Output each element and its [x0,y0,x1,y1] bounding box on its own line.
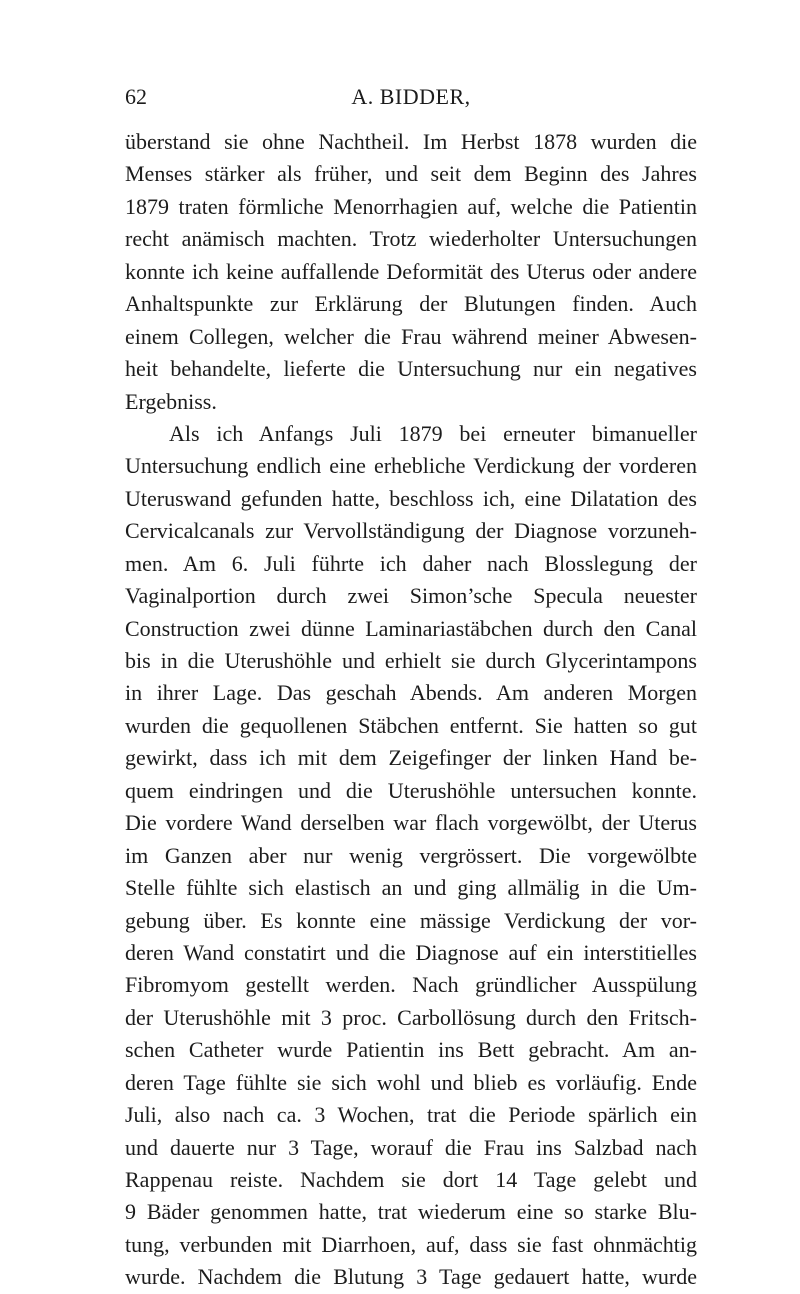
text-line: deren Tage fühlte sie sich wohl und blieb es vorläufig. Ende [125,1069,697,1095]
text-line: men. Am 6. Juli führte ich daher nach Blosslegung der [125,550,697,576]
text-line: gebung über. Es konnte eine mässige Verdickung der vor- [125,907,697,933]
text-line: Construction zwei dünne Laminariastäbchen durch den Canal [125,615,697,641]
text-line: gewirkt, dass ich mit dem Zeigefinger der linken Hand be- [125,745,697,771]
text-line: heit behandelte, lieferte die Untersuchung nur ein negatives [125,356,697,382]
text-line: Cervicalcanals zur Vervollständigung der Diagnose vorzuneh- [125,518,697,544]
text-line: Die vordere Wand derselben war flach vorgewölbt, der Uterus [125,810,697,836]
text-line: im Ganzen aber nur wenig vergrössert. Die vorgewölbte [125,842,697,868]
text-line: überstand sie ohne Nachtheil. Im Herbst 1878 wurden die [125,129,697,154]
text-line: quem eindringen und die Uterushöhle untersuchen konnte. [125,777,697,803]
text-line: wurde. Nachdem die Blutung 3 Tage gedauert hatte, wurde [125,1264,697,1290]
text-line: deren Wand constatirt und die Diagnose auf ein interstitielles [125,939,697,965]
text-line: Vaginalportion durch zwei Simon’sche Specula neuester [125,583,697,609]
text-line: 9 Bäder genommen hatte, trat wiederum eine so starke Blu- [125,1199,697,1225]
text-line: 1879 traten förmliche Menorrhagien auf, welche die Patientin [125,193,697,219]
page-number: 62 [125,84,147,109]
text-line: Untersuchung endlich eine erhebliche Verdickung der vorderen [125,453,697,479]
text-line: recht anämisch machten. Trotz wiederholter Untersuchungen [125,226,697,252]
text-line: Stelle fühlte sich elastisch an und ging allmälig in die Um- [125,875,697,901]
text-line: tung, verbunden mit Diarrhoen, auf, dass sie fast ohnmächtig [125,1231,697,1257]
text-line: Menses stärker als früher, und seit dem Beginn des Jahres [125,161,697,187]
text-line: bis in die Uterushöhle und erhielt sie durch Glycerintampons [125,648,697,673]
text-line: schen Catheter wurde Patientin ins Bett gebracht. Am an- [125,1037,697,1063]
text-line: der Uterushöhle mit 3 proc. Carbollösung durch den Fritsch- [125,1004,697,1030]
text-line: konnte ich keine auffallende Deformität des Uterus oder andere [125,258,697,284]
running-head: A. BIDDER, [351,84,471,109]
text-line: in ihrer Lage. Das geschah Abends. Am anderen Morgen [125,680,697,706]
text-line: Juli, also nach ca. 3 Wochen, trat die Periode spärlich ein [125,1102,697,1128]
text-line: einem Collegen, welcher die Frau während meiner Abwesen- [125,323,697,349]
text-line: Fibromyom gestellt werden. Nach gründlicher Ausspülung [125,972,697,998]
text-line: Rappenau reiste. Nachdem sie dort 14 Tage gelebt und [125,1167,697,1192]
text-line: Uteruswand gefunden hatte, beschloss ich, eine Dilatation des [125,485,697,511]
body-text [125,126,697,1294]
text-line: Ergebniss. [125,388,217,414]
text-line: und dauerte nur 3 Tage, worauf die Frau ins Salzbad nach [125,1134,697,1160]
text-line: Anhaltspunkte zur Erklärung der Blutungen finden. Auch [125,291,697,317]
page-header [125,84,697,116]
text-line: Als ich Anfangs Juli 1879 bei erneuter bimanueller [169,420,697,446]
text-line: wurden die gequollenen Stäbchen entfernt. Sie hatten so gut [125,712,697,738]
